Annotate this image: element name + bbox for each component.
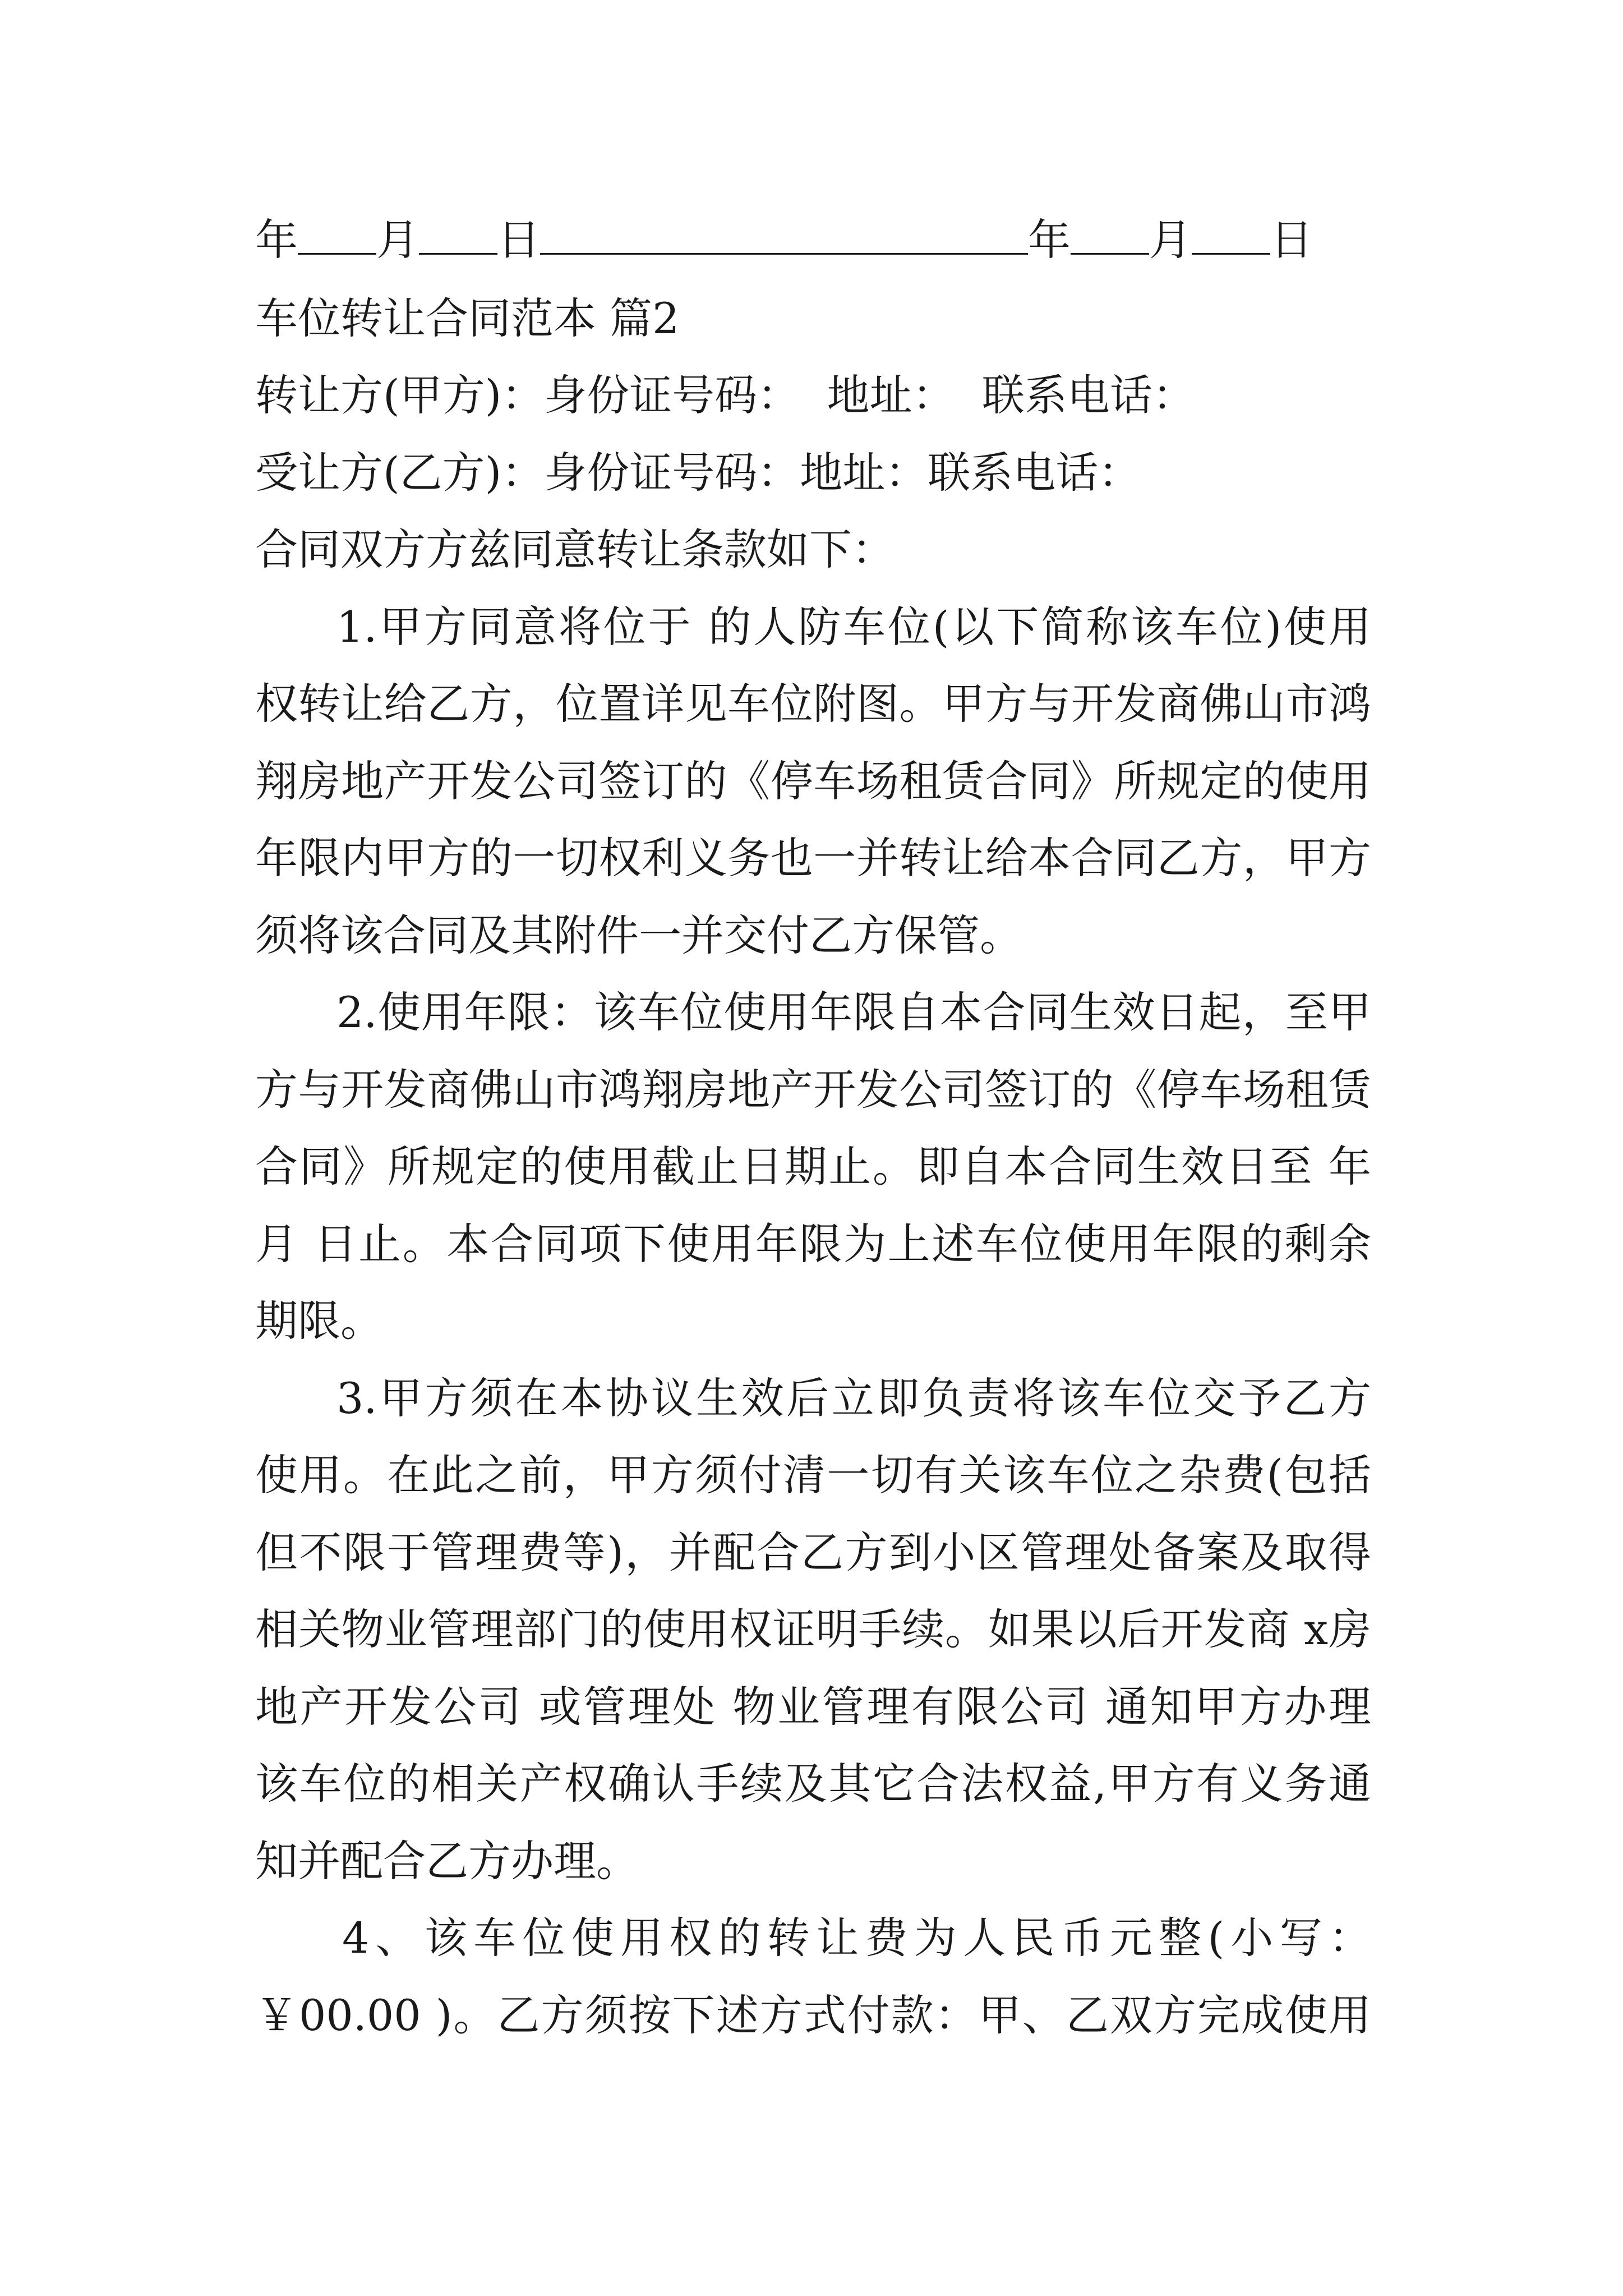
date-month-left: 月 xyxy=(376,215,419,265)
party-a-line: 转让方(甲方)：身份证号码： 地址： 联系电话： xyxy=(255,370,1195,420)
blank-day-left xyxy=(419,218,497,255)
clause-3-line-2: 使用。在此之前，甲方须付清一切有关该车位之杂费(包括 xyxy=(255,1450,1371,1500)
clause-2-line-2: 方与开发商佛山市鸿翔房地产开发公司签订的《停车场租赁 xyxy=(255,1065,1371,1115)
clause-1-line-4: 年限内甲方的一切权利义务也一并转让给本合同乙方，甲方 xyxy=(255,833,1371,883)
date-year-right: 年 xyxy=(1028,215,1071,265)
clause-2-line-1: 2.使用年限：该车位使用年限自本合同生效日起，至甲 xyxy=(336,987,1371,1037)
clause-4-line-1: 4、该车位使用权的转让费为人民币元整(小写： xyxy=(342,1913,1371,1963)
clause-3-line-3: 但不限于管理费等)，并配合乙方到小区管理处备案及取得 xyxy=(255,1527,1371,1577)
clause-1-line-5: 须将该合同及其附件一并交付乙方保管。 xyxy=(255,910,1022,960)
clause-1-line-3: 翔房地产开发公司签订的《停车场租赁合同》所规定的使用 xyxy=(255,756,1371,806)
signature-gap-line xyxy=(540,218,1028,255)
clause-1-line-1: 1.甲方同意将位于 的人防车位(以下简称该车位)使用 xyxy=(336,602,1371,652)
clause-4-line-2: ￥00.00 )。乙方须按下述方式付款：甲、乙双方完成使用 xyxy=(255,1990,1371,2040)
clause-2-line-5: 期限。 xyxy=(255,1296,383,1346)
clause-3-line-7: 知并配合乙方办理。 xyxy=(255,1836,639,1886)
clause-3-line-4: 相关物业管理部门的使用权证明手续。如果以后开发商 x房 xyxy=(255,1604,1371,1654)
date-year-left: 年 xyxy=(255,215,298,265)
contract-title: 车位转让合同范本 篇2 xyxy=(255,293,680,343)
date-month-right: 月 xyxy=(1149,215,1192,265)
blank-day-right xyxy=(1192,218,1270,255)
clause-3-line-6: 该车位的相关产权确认手续及其它合法权益,甲方有义务通 xyxy=(255,1759,1371,1809)
signature-date-line xyxy=(255,212,1371,268)
clause-1-line-2: 权转让给乙方，位置详见车位附图。甲方与开发商佛山市鸿 xyxy=(255,679,1371,729)
clause-3-line-1: 3.甲方须在本协议生效后立即负责将该车位交予乙方 xyxy=(336,1373,1371,1423)
clause-2-line-3: 合同》所规定的使用截止日期止。即自本合同生效日至 年 xyxy=(255,1142,1371,1191)
clause-3-line-5: 地产开发公司 或管理处 物业管理有限公司 通知甲方办理 xyxy=(255,1682,1371,1732)
party-b-line: 受让方(乙方)：身份证号码：地址：联系电话： xyxy=(255,448,1141,498)
intro-line: 合同双方方兹同意转让条款如下： xyxy=(255,524,895,574)
clause-2-line-4: 月 日止。本合同项下使用年限为上述车位使用年限的剩余 xyxy=(255,1219,1371,1269)
date-day-left: 日 xyxy=(497,215,540,265)
blank-month-left xyxy=(298,218,376,255)
blank-month-right xyxy=(1071,218,1149,255)
date-day-right: 日 xyxy=(1270,215,1313,265)
